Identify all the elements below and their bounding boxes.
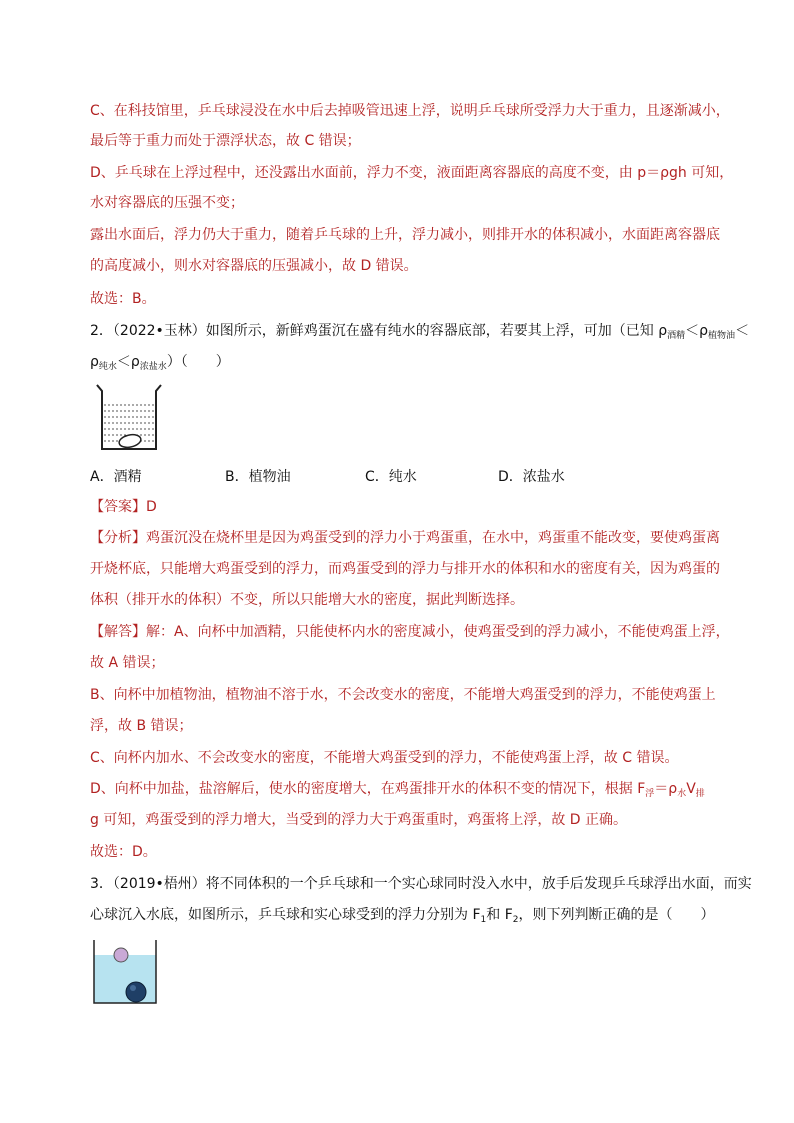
solution-line-a2: 故 A 错误； [90,655,165,671]
solid-ball [126,982,146,1002]
q3-and: 和 F [486,907,513,923]
q2-stem-line2 [90,352,230,377]
sub-1: 1 [480,915,487,925]
solution-line-a1 [90,622,730,642]
solution-line-c: C、向杯内加水、不会改变水的密度，不能增大鸡蛋受到的浮力，不能使鸡蛋上浮，故 C 错误。 [90,750,679,766]
eq-rho: ＝ρ [654,781,678,797]
solution-c-line2: 最后等于重力而处于漂浮状态，故 C 错误； [90,133,361,149]
solution-d-line3: 露出水面后，浮力仍大于重力，随着乒乓球的上升，浮力减小，则排开水的体积减小，水面距离容器底 [90,227,720,243]
answer-value: D [146,499,157,515]
answer-tag: 【答案】 [90,499,146,515]
answer-line [90,497,157,517]
rho-symbol: ρ [90,354,99,370]
beaker-egg-figure [94,383,164,453]
balls-container-figure [92,940,162,1005]
q2-options [90,467,610,487]
sub-brine: 浓盐水 [139,362,167,372]
q3-stem-line2 [90,905,715,930]
q3-stem-line1: 3．（2019•梧州）将不同体积的一个乒乓球和一个实心球同时没入水中，放手后发现乒乓球浮出水面，而实 [90,876,752,892]
solution-d-line1: D、乒乓球在上浮过程中，还没露出水面前，浮力不变，液面距离容器底的高度不变，由 p＝ρgh 可知， [90,165,734,181]
choice-line-1: 故选：B。 [90,291,156,307]
choice-line-2: 故选：D。 [90,844,157,860]
lt-sign-3: ＜ρ [116,354,140,370]
sub-fu: 浮 [645,789,655,799]
v-symbol: V [686,781,696,797]
sub-water: 纯水 [98,362,117,372]
option-a[interactable]: A．酒精 [90,469,142,485]
ping-pong-ball [114,948,128,962]
analysis-text: 鸡蛋沉没在烧杯里是因为鸡蛋受到的浮力小于鸡蛋重，在水中，鸡蛋重不能改变，要使鸡蛋离 [146,530,720,546]
solution-tag: 【解答】 [90,624,146,640]
solution-line-d2: g 可知，鸡蛋受到的浮力增大，当受到的浮力大于鸡蛋重时，鸡蛋将上浮，故 D 正确。 [90,812,628,828]
analysis-line1 [90,528,720,548]
q3-text-a: 心球沉入水底，如图所示，乒乓球和实心球受到的浮力分别为 F [90,907,481,923]
solution-d-line2: 水对容器底的压强不变； [90,195,244,211]
solution-line-b2: 浮，故 B 错误； [90,718,193,734]
lt-sign: ＜ρ [685,323,709,339]
option-b[interactable]: B．植物油 [225,469,291,485]
analysis-line2: 开烧杯底，只能增大鸡蛋受到的浮力，而鸡蛋受到的浮力与排开水的体积和水的密度有关，因为鸡蛋的 [90,561,720,577]
option-d[interactable]: D．浓盐水 [498,469,565,485]
solution-c-line1: C、在科技馆里，乒乓球浸没在水中后去掉吸管迅速上浮，说明乒乓球所受浮力大于重力，且逐渐减小， [90,103,730,119]
solution-line-b1: B、向杯中加植物油，植物油不溶于水，不会改变水的密度，不能增大鸡蛋受到的浮力，不能使鸡蛋上 [90,687,716,703]
sub-pai: 排 [695,789,705,799]
option-c[interactable]: C．纯水 [365,469,417,485]
lt-sign-2: ＜ [735,323,750,339]
q2-stem-text: 2．（2022•玉林）如图所示，新鲜鸡蛋沉在盛有纯水的容器底部，若要其上浮，可加（已知 ρ [90,323,668,339]
q2-stem-line1 [90,321,749,346]
solution-d-line4: 的高度减小，则水对容器底的压强减小，故 D 错误。 [90,258,418,274]
solution-line-d1 [90,779,705,804]
solution-d-text: D、向杯中加盐，盐溶解后，使水的密度增大，在鸡蛋排开水的体积不变的情况下，根据 F [90,781,646,797]
answer-paren: ）（ ） [166,354,230,370]
analysis-tag: 【分析】 [90,530,146,546]
sub-2: 2 [512,915,519,925]
sub-alcohol: 酒精 [667,331,686,341]
sub-shui: 水 [677,789,687,799]
sub-oil: 植物油 [708,331,736,341]
solution-a-text: 解：A、向杯中加酒精，只能使杯内水的密度减小，使鸡蛋受到的浮力减小，不能使鸡蛋上浮， [146,624,730,640]
q3-text-b: ，则下列判断正确的是（ ） [518,907,715,923]
analysis-line3: 体积（排开水的体积）不变，所以只能增大水的密度，据此判断选择。 [90,592,524,608]
